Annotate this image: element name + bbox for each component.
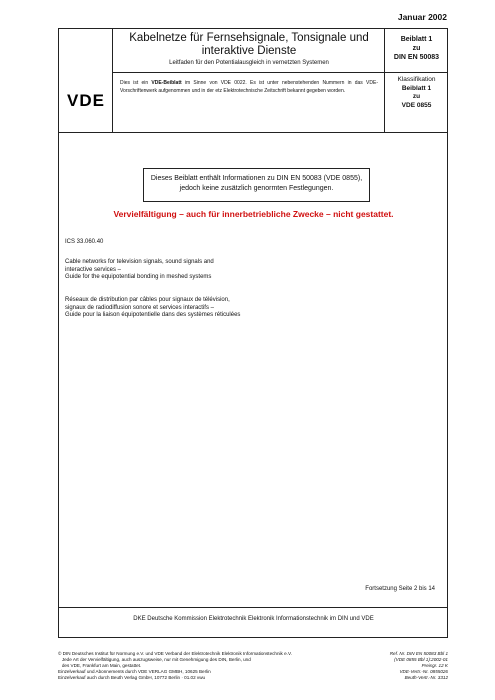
header-block [59, 29, 448, 133]
document-subtitle: Leitfaden für den Potentialausgleich in vernetzten Systemen [169, 60, 329, 66]
footer-left-line: Einzelverkauf und Abonnements durch VDE VERLAG GMBH, 10625 Berlin [58, 669, 211, 674]
footer-right-line: Beuth-Vertr.-Nr. 3312 [404, 675, 448, 680]
title-line-2: interaktive Dienste [201, 45, 297, 57]
classification-line-1: Beiblatt 1 [401, 84, 432, 92]
divider [385, 72, 448, 73]
divider [59, 607, 448, 608]
dke-line: DKE Deutsche Kommission Elektrotechnik Elektronik Informationstechnik im DIN und VDE [133, 616, 374, 622]
ics-code: ICS 33.060.40 [65, 239, 104, 245]
vde-notice [120, 80, 378, 95]
footer-right-line: VDE-Vertr.-Nr. 0855026 [399, 669, 448, 674]
classification [385, 76, 448, 110]
title-column [113, 29, 385, 133]
notice-rest: im Sinne von VDE 0022. Es ist unter nebenstehenden Nummern in das VDE-Vorschriftenwerk aufgenommen und in der etz Elektrotechnische Zeitschrift bekannt gegeben worden. [120, 80, 378, 94]
english-line-3: Guide for the equipotential bonding in meshed systems [65, 274, 212, 280]
continuation-note: Fortsetzung Seite 2 bis 14 [365, 586, 435, 592]
footer-right-line: (VDE 0855 Bbl 1):2002-01 [394, 657, 448, 662]
classification-line-3: VDE 0855 [401, 101, 432, 109]
divider [113, 72, 385, 73]
footer-left-line: © DIN Deutsches Institut für Normung e.V. und VDE Verband der Elektrotechnik Elektronik Informationstechnik e.V. [58, 651, 292, 656]
title-line-1: Kabelnetze für Fernsehsignale, Tonsignale und [129, 32, 369, 44]
english-title [65, 259, 365, 282]
french-line-2: signaux de radiodiffusion sonore et services interactifs – [65, 304, 214, 311]
publication-date: Januar 2002 [397, 12, 447, 22]
footer-left-line: Einzelverkauf auch durch Beuth Verlag GmbH, 10772 Berlin · 01.02 vwu [58, 675, 206, 680]
info-line-2: jedoch keine zusätzlich genormten Festlegungen. [179, 185, 334, 192]
french-line-3: Guide pour la liaison équipotentielle dans des systèmes réticulées [65, 312, 241, 318]
french-line-1: Réseaux de distribution par câbles pour signaux de télévision, [65, 297, 230, 303]
notice-bold: VDE-Beiblatt [151, 80, 182, 86]
document-title [113, 32, 385, 58]
vde-logo: VDE [67, 91, 105, 110]
english-line-2: interactive services – [65, 266, 122, 273]
classification-line-2: zu [412, 93, 421, 100]
beiblatt-din-line-2: zu [412, 45, 421, 52]
logo-column [59, 29, 113, 133]
copy-warning: Vervielfältigung – auch für innerbetriebliche Zwecke – nicht gestattet. [113, 209, 394, 219]
document-frame [58, 28, 448, 638]
classification-label: Klassifikation [397, 76, 436, 83]
footer-left-line: Jede Art der Vervielfältigung, auch auszugsweise, nur mit Genehmigung des DIN, Berlin, und [58, 657, 251, 662]
classification-column [385, 29, 448, 133]
info-line-1: Dieses Beiblatt enthält Informationen zu DIN EN 50083 (VDE 0855), [150, 175, 363, 182]
beiblatt-din-line-3: DIN EN 50083 [393, 54, 440, 61]
english-line-1: Cable networks for television signals, sound signals and [65, 259, 214, 265]
info-box [143, 168, 370, 202]
reference-footer [338, 651, 448, 681]
notice-prefix: Dies ist ein [120, 80, 152, 86]
copyright-footer [58, 651, 378, 681]
footer-left-line: des VDE, Frankfurt am Main, gestattet. [58, 663, 142, 668]
footer-right-line: Ref. Nr. DIN EN 50083 Bbl 1 [389, 651, 448, 656]
beiblatt-din-line-1: Beiblatt 1 [400, 36, 433, 43]
french-title [65, 297, 365, 320]
beiblatt-din [385, 35, 448, 62]
footer-right-line: Preisgr. 12 K [421, 663, 448, 668]
